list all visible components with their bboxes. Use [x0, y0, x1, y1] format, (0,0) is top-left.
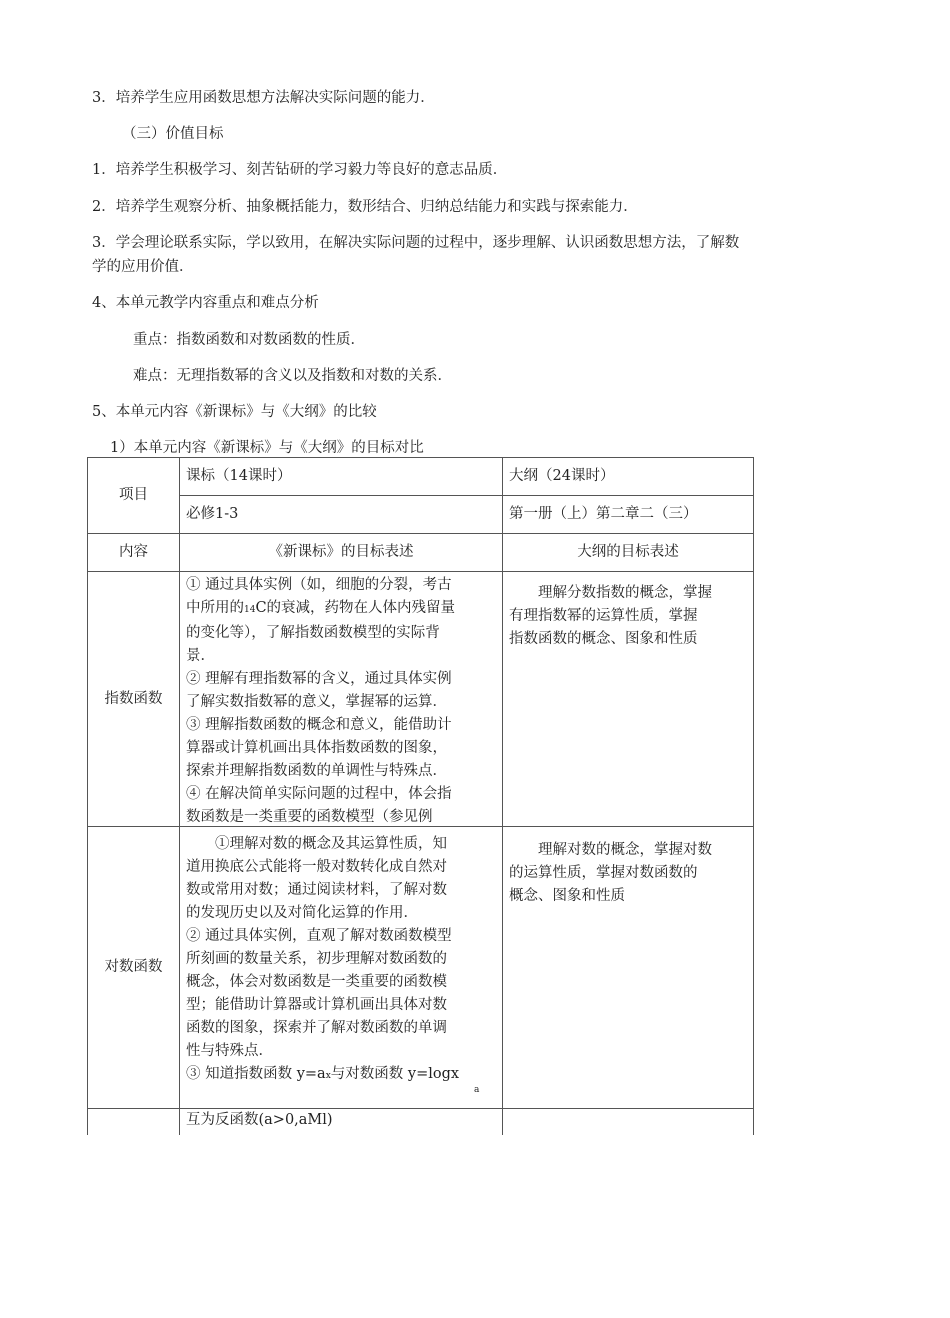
- exp-goal-line: 中所用的14C的衰减，药物在人体内残留量: [186, 600, 456, 616]
- exponential-dagang-goals: [503, 572, 754, 827]
- log-goal-line: 概念，体会对数函数是一类重要的函数模: [186, 974, 447, 990]
- exp-goal-line: ② 理解有理指数幂的含义，通过具体实例: [186, 671, 452, 687]
- log-dg-line: 的运算性质，掌握对数函数的: [509, 865, 698, 881]
- exp-dg-line: 理解分数指数的概念，掌握: [538, 585, 712, 601]
- log-goal-line: ①理解对数的概念及其运算性质，知: [215, 836, 447, 852]
- row-label-exponential: 指数函数: [88, 572, 180, 827]
- exp-goal-line: 算器或计算机画出具体指数函数的图象，: [186, 740, 447, 756]
- paragraph-goal-3: 3．培养学生应用函数思想方法解决实际问题的能力．: [92, 90, 435, 106]
- comparison-table: [87, 457, 754, 1135]
- paragraph-value-1: 1．培养学生积极学习、刻苦钻研的学习毅力等良好的意志品质．: [92, 162, 508, 178]
- exp-goal-line: ④ 在解决简单实际问题的过程中，体会指: [186, 786, 452, 802]
- header-kebiao-module: 必修1-3: [180, 496, 503, 534]
- exp-goal-line: 的变化等），了解指数函数模型的实际背: [186, 625, 440, 641]
- log-dg-line: 理解对数的概念，掌握对数: [538, 842, 712, 858]
- header-dagang-goal: 大纲的目标表述: [503, 534, 754, 572]
- log-goal-line: 道用换底公式能将一般对数转化成自然对: [186, 859, 447, 875]
- header-kebiao-goal: 《新课标》的目标表述: [180, 534, 503, 572]
- logarithmic-dagang-goals: [503, 827, 754, 1109]
- section-heading-key-points: 4、本单元教学内容重点和难点分析: [92, 295, 319, 311]
- paragraph-value-3-line2: 学的应用价值．: [92, 259, 194, 275]
- difficult-point: 难点：无理指数幂的含义以及指数和对数的关系．: [133, 368, 452, 384]
- log-goal-line: ② 通过具体实例，直观了解对数函数模型: [186, 928, 452, 944]
- table-caption: 1）本单元内容《新课标》与《大纲》的目标对比: [110, 440, 424, 456]
- log-goal-line: 数或常用对数；通过阅读材料，了解对数: [186, 882, 447, 898]
- paragraph-value-3-line1: 3．学会理论联系实际，学以致用，在解决实际问题的过程中，逐步理解、认识函数思想方法，了解数: [92, 235, 740, 251]
- logarithmic-kebiao-goals: [180, 827, 503, 1109]
- exp-goal-line: 了解实数指数幂的意义，掌握幂的运算．: [186, 694, 447, 710]
- header-kebiao: 课标（14课时）: [180, 458, 503, 496]
- section-heading-value-goals: （三）价值目标: [122, 126, 224, 142]
- header-content: 内容: [88, 534, 180, 572]
- exp-goal-line: 景．: [186, 648, 215, 664]
- exp-goal-line: 数函数是一类重要的函数模型（参见例: [186, 809, 433, 824]
- exp-dg-line: 有理指数幂的运算性质，掌握: [509, 608, 698, 624]
- log-goal-line: 性与特殊点．: [186, 1043, 273, 1059]
- log-goal-line: 函数的图象，探索并了解对数函数的单调: [186, 1020, 447, 1036]
- header-item: 项目: [88, 458, 180, 534]
- exponential-kebiao-goals: [180, 572, 503, 827]
- key-point: 重点：指数函数和对数函数的性质．: [133, 332, 365, 348]
- log-goal-line: 的发现历史以及对简化运算的作用．: [186, 905, 418, 921]
- header-dagang-chapter: 第一册（上）第二章二（三）: [503, 496, 754, 534]
- header-dagang: 大纲（24课时）: [503, 458, 754, 496]
- log-goal-line: 所刻画的数量关系，初步理解对数函数的: [186, 951, 447, 967]
- log-goal-line: ③ 知道指数函数 y=ax与对数函数 y=logx a: [186, 1066, 480, 1095]
- continued-kebiao-goal: 互为反函数(a>0,aMl): [180, 1109, 503, 1135]
- exp-goal-line: 探索并理解指数函数的单调性与特殊点．: [186, 763, 447, 779]
- section-heading-comparison: 5、本单元内容《新课标》与《大纲》的比较: [92, 404, 377, 420]
- log-goal-line: 型；能借助计算器或计算机画出具体对数: [186, 997, 447, 1013]
- exp-goal-line: ① 通过具体实例（如，细胞的分裂，考古: [186, 577, 452, 593]
- paragraph-value-2: 2．培养学生观察分析、抽象概括能力，数形结合、归纳总结能力和实践与探索能力．: [92, 199, 638, 215]
- exp-dg-line: 指数函数的概念、图象和性质: [509, 631, 698, 647]
- row-label-continued: [88, 1109, 180, 1135]
- row-label-logarithmic: 对数函数: [88, 827, 180, 1109]
- exp-goal-line: ③ 理解指数函数的概念和意义，能借助计: [186, 717, 452, 733]
- log-dg-line: 概念、图象和性质: [509, 888, 625, 904]
- continued-dagang-goal: [503, 1109, 754, 1135]
